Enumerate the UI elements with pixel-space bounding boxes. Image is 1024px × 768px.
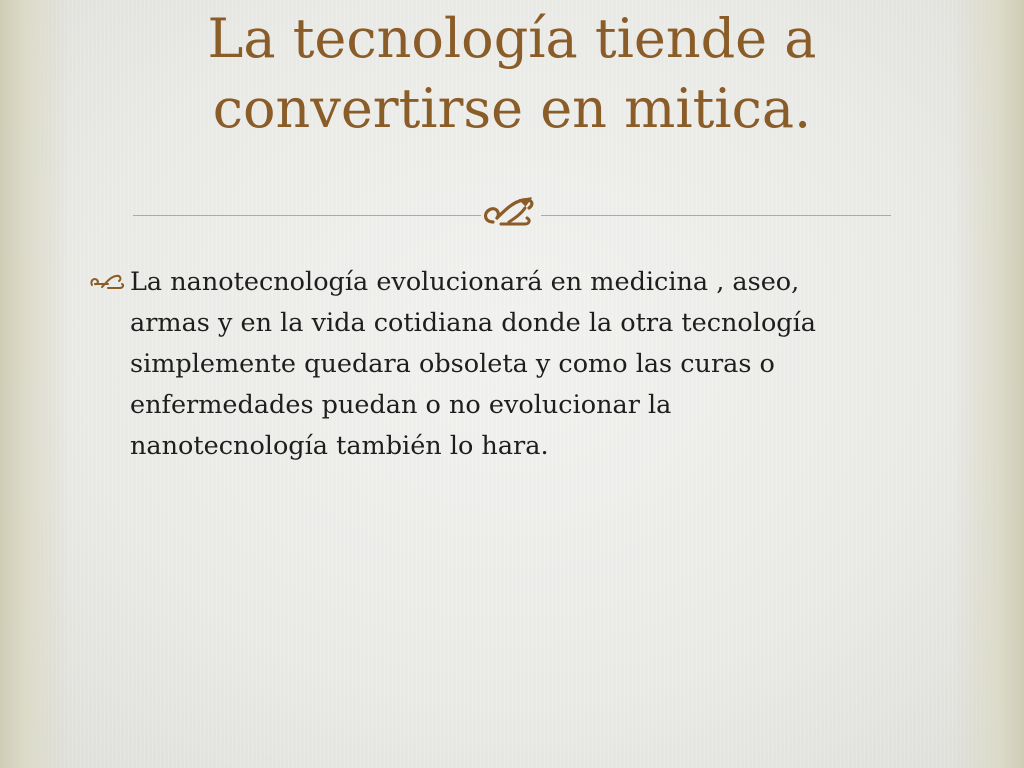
title-line-2: convertirse en mitica.: [212, 77, 812, 140]
divider-line-left: [133, 215, 481, 216]
title-line-1: La tecnología tiende a: [207, 7, 817, 70]
slide-content: [88, 262, 948, 467]
bullet-ornament-icon: [88, 271, 126, 291]
bullet-text: La nanotecnología evolucionará en medicina , aseo, armas y en la vida cotidiana donde la otra tecnología simplemente quedara obsoleta y como las curas o enfermedades puedan o no evolucionar la nanotecnología también lo hara.: [130, 267, 816, 461]
left-edge-decoration: [0, 0, 70, 768]
title-divider: [133, 192, 891, 232]
right-edge-decoration: [954, 0, 1024, 768]
slide-title: [100, 4, 924, 144]
scroll-ornament-icon: [479, 192, 541, 232]
divider-line-right: [541, 215, 891, 216]
bullet-item: [88, 262, 948, 467]
